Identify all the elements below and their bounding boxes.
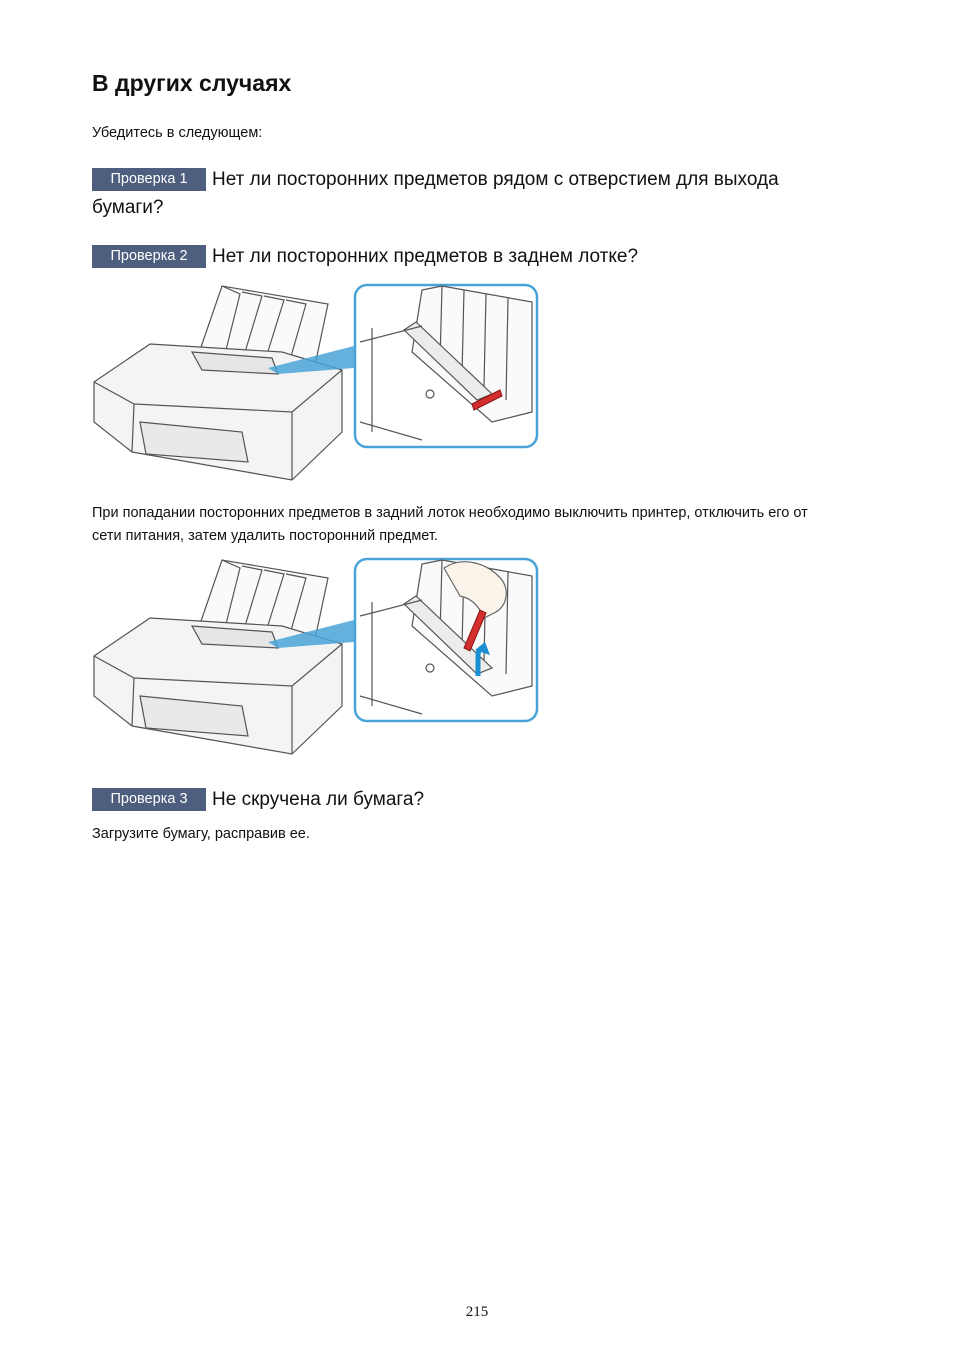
check-2-badge: Проверка 2 [92, 245, 206, 268]
check-1-badge: Проверка 1 [92, 168, 206, 191]
check-2-note-line-1: При попадании посторонних предметов в задний лоток необходимо выключить принтер, отключить его от [92, 505, 808, 521]
check-3 [92, 786, 812, 814]
check-3-text: Не скручена ли бумага? [212, 789, 425, 810]
check-2-note-line-2: сети питания, затем удалить посторонний предмет. [92, 528, 438, 544]
rear-tray-foreign-object-illustration [92, 282, 542, 484]
check-2-text: Нет ли посторонних предметов в заднем лотке? [212, 246, 639, 267]
remove-foreign-object-illustration [92, 556, 542, 758]
check-3-badge: Проверка 3 [92, 788, 206, 811]
page-number: 215 [465, 1304, 489, 1320]
check-1-text: Нет ли посторонних предметов рядом с отверстием для выхода бумаги? [92, 169, 779, 218]
intro-text: Убедитесь в следующем: [92, 125, 263, 141]
check-2 [92, 243, 812, 271]
page-heading: В других случаях [92, 70, 292, 96]
check-3-note: Загрузите бумагу, расправив ее. [92, 826, 310, 842]
check-1 [92, 166, 812, 222]
